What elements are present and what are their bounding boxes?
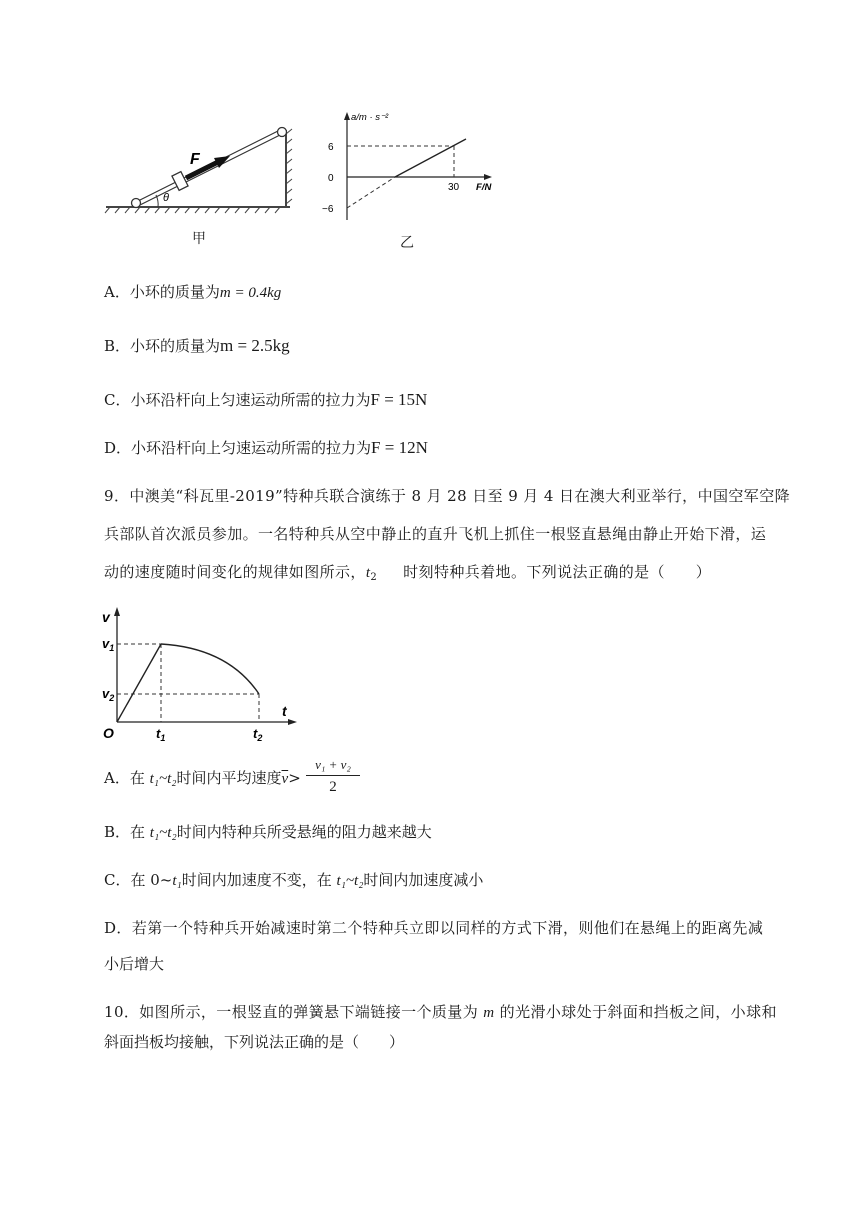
y-tick-0: 0 xyxy=(328,173,334,184)
q9-option-d-line2: 小后增大 xyxy=(104,955,165,973)
fraction-denominator: 2 xyxy=(329,779,337,795)
q8-option-c: C．小环沿杆向上匀速运动所需的拉力为F = 15N xyxy=(104,390,428,409)
q10-stem-line1: 10．如图所示，一根竖直的弹簧悬下端链接一个质量为 m 的光滑小球处于斜面和挡板之间，小球和 xyxy=(104,1003,777,1021)
vt-x-label: t xyxy=(282,703,287,719)
q9-stem-line3: 动的速度随时间变化的规律如图所示，$t_2$ 时刻特种兵着地。下列说法正确的是（ ） xyxy=(104,563,712,583)
vt-origin-label: O xyxy=(103,725,114,741)
q9-option-d-line1: D．若第一个特种兵开始减速时第二个特种兵立即以同样的方式下滑，则他们在悬绳上的距离先减 xyxy=(104,919,764,937)
vt-v2-label: $v_2$ xyxy=(102,686,115,703)
angle-label: θ xyxy=(163,192,169,204)
q9-option-a-fraction xyxy=(306,757,360,796)
force-label: F xyxy=(190,151,200,168)
x-axis-label: F/N xyxy=(476,182,492,193)
vt-y-label: v xyxy=(102,609,110,625)
fraction-numerator: v₁ + v₂ xyxy=(315,757,351,772)
figure-jia xyxy=(100,112,300,217)
figure-yi xyxy=(318,108,518,226)
q9-stem-line1: 9．中澳美“科瓦里-2019”特种兵联合演练于 8 月 28 日至 9 月 4 日在澳大利亚举行，中国空军空降 xyxy=(104,487,790,505)
y-axis-label: a/m · s⁻² xyxy=(351,112,389,123)
q8-option-a: A．小环的质量为m = 0.4kg xyxy=(104,283,282,301)
y-tick-neg6: −6 xyxy=(322,204,334,215)
q9-option-b: B．在 t₁~t₂时间内特种兵所受悬绳的阻力越来越大 xyxy=(104,823,432,841)
q10-stem-line2: 斜面挡板均接触，下列说法正确的是（ ） xyxy=(104,1033,405,1051)
figure-jia-caption: 甲 xyxy=(192,231,206,247)
q9-option-c: C．在 0~t₁时间内加速度不变，在 t₁~t₂时间内加速度减小 xyxy=(104,871,484,889)
q8-option-b: B．小环的质量为m = 2.5kg xyxy=(104,336,290,355)
figure-vt xyxy=(100,604,310,744)
vt-v1-label: $v_1$ xyxy=(102,636,115,653)
vt-t2-label: $t_2$ xyxy=(253,726,263,743)
q9-stem-line2: 兵部队首次派员参加。一名特种兵从空中静止的直升飞机上抓住一根竖直悬绳由静止开始下滑，运 xyxy=(104,525,767,543)
q9-option-a: A．在 t₁~t₂时间内平均速度$\overline{v}>$ xyxy=(104,769,301,787)
figure-yi-caption: 乙 xyxy=(400,235,414,251)
x-tick-30: 30 xyxy=(448,182,460,193)
vt-t1-label: $t_1$ xyxy=(156,726,166,743)
q8-option-d: D．小环沿杆向上匀速运动所需的拉力为F = 12N xyxy=(104,438,428,457)
y-tick-6: 6 xyxy=(328,142,334,153)
